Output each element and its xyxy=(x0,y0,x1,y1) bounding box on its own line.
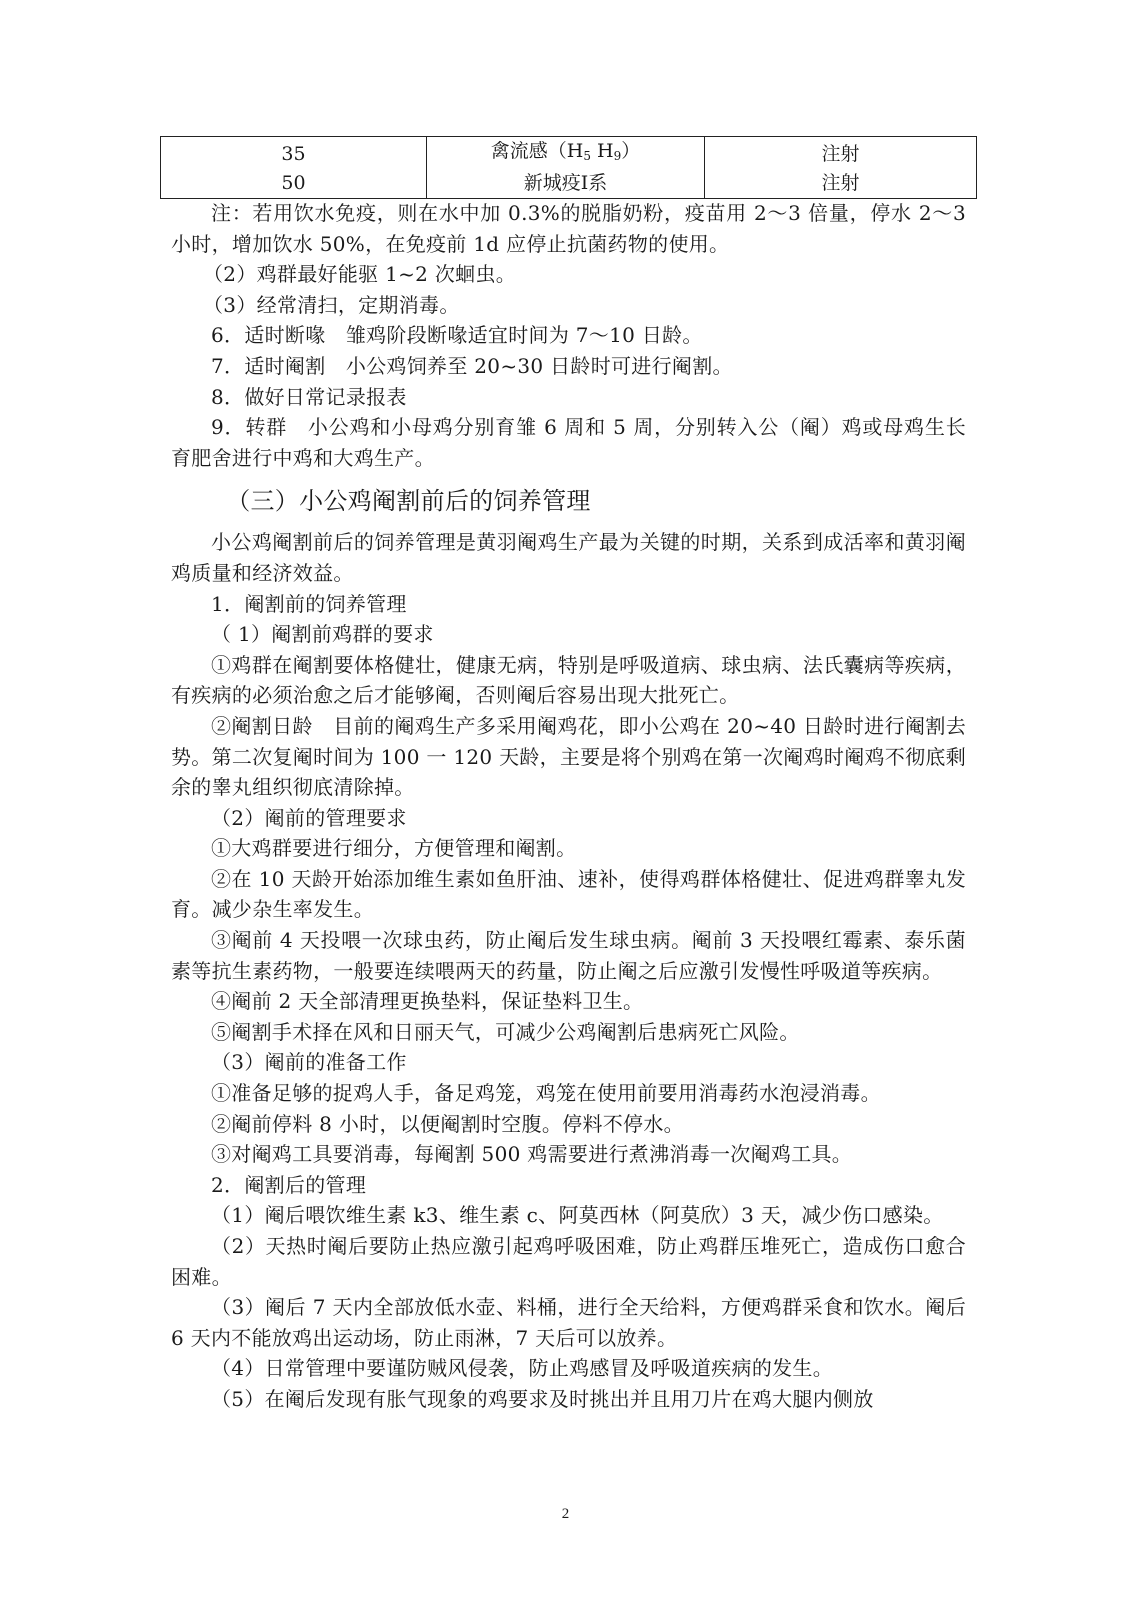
table-cell-day: 50 xyxy=(161,170,427,199)
subsection-heading: （ 1）阉割前鸡群的要求 xyxy=(211,622,434,647)
paragraph: ②阉割日龄 目前的阉鸡生产多采用阉鸡花，即小公鸡在 20~40 日龄时进行阉割去势。第二次复阉时间为 100 一 120 天龄，主要是将个别鸡在第一次阉鸡时阉鸡不彻底剩余的睾丸组织彻底清除掉。 xyxy=(171,713,966,800)
section-heading: （三）小公鸡阉割前后的饲养管理 xyxy=(226,487,591,516)
paragraph: 小公鸡阉割前后的饲养管理是黄羽阉鸡生产最为关键的时期，关系到成活率和黄羽阉鸡质量和经济效益。 xyxy=(171,530,966,585)
subsection-heading: 2．阉割后的管理 xyxy=(211,1172,367,1197)
paragraph: 8．做好日常记录报表 xyxy=(211,384,407,409)
subsection-heading: （2）阉前的管理要求 xyxy=(211,805,407,830)
subsection-heading: 1．阉割前的饲养管理 xyxy=(211,591,407,616)
vaccine-name: 禽流感（H xyxy=(490,140,584,162)
vaccine-name-mid: H xyxy=(590,140,614,162)
paragraph: ①大鸡群要进行细分，方便管理和阉割。 xyxy=(211,836,577,861)
paragraph: （2）鸡群最好能驱 1~2 次蛔虫。 xyxy=(203,262,517,287)
table-cell-vaccine xyxy=(427,137,705,171)
vaccine-name-tail: ） xyxy=(621,140,641,162)
paragraph: （4）日常管理中要谨防贼风侵袭，防止鸡感冒及呼吸道疾病的发生。 xyxy=(211,1356,834,1381)
body-text xyxy=(171,198,966,1415)
paragraph: （2）天热时阉后要防止热应激引起鸡呼吸困难，防止鸡群压堆死亡，造成伤口愈合困难。 xyxy=(171,1234,966,1289)
table-row xyxy=(161,137,977,171)
note-paragraph: 注：若用饮水免疫，则在水中加 0.3%的脱脂奶粉，疫苗用 2～3 倍量，停水 2～3 小时，增加饮水 50%，在免疫前 1d 应停止抗菌药物的使用。 xyxy=(171,201,966,256)
paragraph: （3）经常清扫，定期消毒。 xyxy=(203,292,460,317)
paragraph: （3）阉后 7 天内全部放低水壶、料桶，进行全天给料，方便鸡群采食和饮水。阉后 6 天内不能放鸡出运动场，防止雨淋，7 天后可以放养。 xyxy=(171,1295,966,1350)
table-cell-method: 注射 xyxy=(705,137,977,171)
paragraph: 9．转群 小公鸡和小母鸡分别育雏 6 周和 5 周，分别转入公（阉）鸡或母鸡生长育肥舍进行中鸡和大鸡生产。 xyxy=(171,415,966,470)
table-row xyxy=(161,170,977,199)
table-cell-day: 35 xyxy=(161,137,427,171)
subscript: 9 xyxy=(613,149,622,163)
subscript: 5 xyxy=(583,149,591,163)
paragraph: ③对阉鸡工具要消毒，每阉割 500 鸡需要进行煮沸消毒一次阉鸡工具。 xyxy=(211,1142,853,1167)
table-cell-method: 注射 xyxy=(705,170,977,199)
paragraph: （5）在阉后发现有胀气现象的鸡要求及时挑出并且用刀片在鸡大腿内侧放 xyxy=(211,1386,874,1411)
paragraph: ⑤阉割手术择在风和日丽天气，可减少公鸡阉割后患病死亡风险。 xyxy=(211,1019,800,1044)
paragraph: ③阉前 4 天投喂一次球虫药，防止阉后发生球虫病。阉前 3 天投喂红霉素、泰乐菌素等抗生素药物，一般要连续喂两天的药量，防止阉之后应激引发慢性呼吸道等疾病。 xyxy=(171,928,966,983)
paragraph: ①准备足够的捉鸡人手，备足鸡笼，鸡笼在使用前要用消毒药水泡浸消毒。 xyxy=(211,1081,881,1106)
paragraph: 7．适时阉割 小公鸡饲养至 20~30 日龄时可进行阉割。 xyxy=(211,353,733,378)
vaccination-table xyxy=(160,136,977,199)
table-cell-vaccine: 新城疫Ⅰ系 xyxy=(427,170,705,199)
paragraph: ②在 10 天龄开始添加维生素如鱼肝油、速补，使得鸡群体格健壮、促进鸡群睾丸发育。减少杂生率发生。 xyxy=(171,866,966,922)
paragraph: ②阉前停料 8 小时，以便阉割时空腹。停料不停水。 xyxy=(211,1111,684,1136)
page-number: 2 xyxy=(561,1506,570,1522)
paragraph: ④阉前 2 天全部清理更换垫料，保证垫料卫生。 xyxy=(211,989,644,1014)
paragraph: ①鸡群在阉割要体格健壮，健康无病，特别是呼吸道病、球虫病、法氏囊病等疾病，有疾病的必须治愈之后才能够阉，否则阉后容易出现大批死亡。 xyxy=(171,652,966,708)
paragraph: 6．适时断喙 雏鸡阶段断喙适宜时间为 7～10 日龄。 xyxy=(211,323,703,348)
subsection-heading: （3）阉前的准备工作 xyxy=(211,1050,407,1075)
paragraph: （1）阉后喂饮维生素 k3、维生素 c、阿莫西林（阿莫欣）3 天，减少伤口感染。 xyxy=(211,1203,944,1228)
